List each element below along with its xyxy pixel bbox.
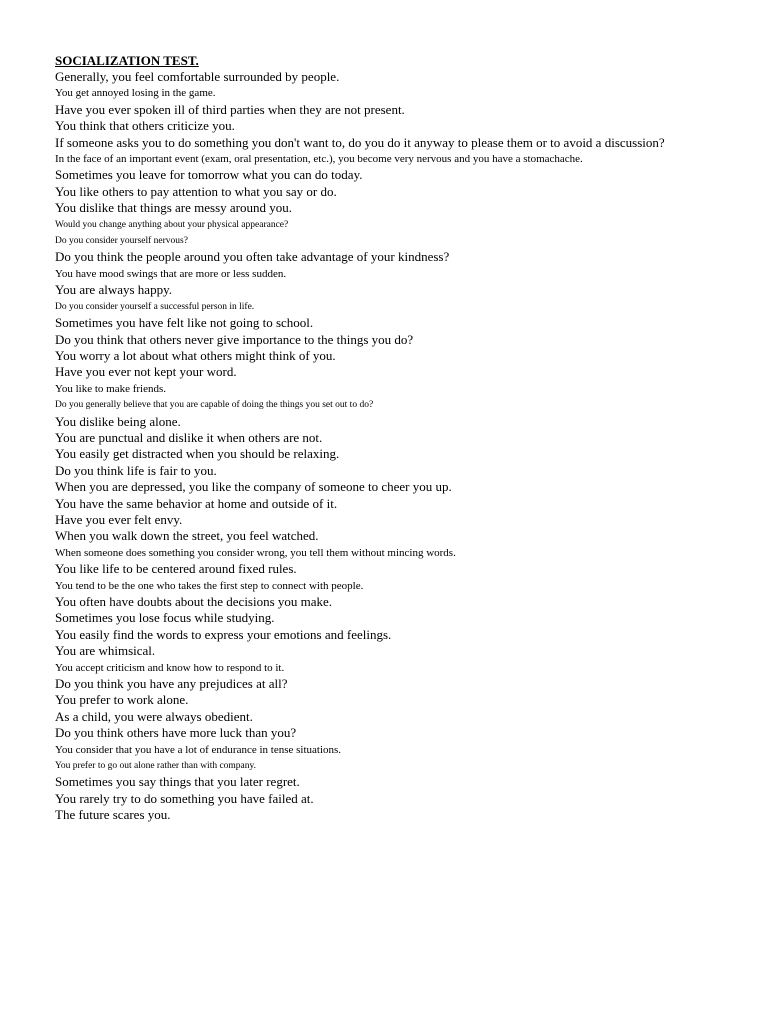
question-line: When you are depressed, you like the company of someone to cheer you up. <box>55 479 452 495</box>
question-line: Have you ever spoken ill of third parties when they are not present. <box>55 101 405 117</box>
question-line: Generally, you feel comfortable surrounded by people. <box>55 69 340 84</box>
question-line: You easily get distracted when you should be relaxing. <box>55 446 340 462</box>
question-line: In the face of an important event (exam, oral presentation, etc.), you become very nervous and you have a stomachache. <box>55 153 583 166</box>
document-content <box>55 53 755 824</box>
question-line: Do you think others have more luck than you? <box>55 725 297 741</box>
question-line: Sometimes you lose focus while studying. <box>55 610 275 626</box>
question-line: You consider that you have a lot of endurance in tense situations. <box>55 743 342 756</box>
question-line: You have mood swings that are more or less sudden. <box>55 267 287 280</box>
question-line: The future scares you. <box>55 807 171 823</box>
question-line: You like to make friends. <box>55 382 167 395</box>
question-line: You like life to be centered around fixed rules. <box>55 561 297 577</box>
question-line: Would you change anything about your physical appearance? <box>55 219 289 230</box>
question-line: Do you consider yourself a successful person in life. <box>55 301 255 312</box>
question-line: You dislike being alone. <box>55 413 181 429</box>
question-line: You worry a lot about what others might think of you. <box>55 347 336 363</box>
question-line: You accept criticism and know how to respond to it. <box>55 661 285 674</box>
document-title: SOCIALIZATION TEST. <box>55 53 199 68</box>
question-line: Do you think life is fair to you. <box>55 462 217 478</box>
question-line: You rarely try to do something you have failed at. <box>55 790 314 806</box>
question-line: You get annoyed losing in the game. <box>55 87 216 100</box>
question-line: Do you consider yourself nervous? <box>55 236 188 247</box>
question-line: Have you ever not kept your word. <box>55 364 237 380</box>
question-line: Do you think that others never give importance to the things you do? <box>55 331 414 347</box>
question-line: You often have doubts about the decisions you make. <box>55 594 333 609</box>
question-line: Sometimes you say things that you later regret. <box>55 774 300 790</box>
question-line: Do you generally believe that you are capable of doing the things you set out to do? <box>55 400 374 411</box>
question-line: Sometimes you have felt like not going to school. <box>55 315 314 331</box>
question-line: You are punctual and dislike it when others are not. <box>55 429 323 445</box>
question-line: When someone does something you consider wrong, you tell them without mincing words. <box>55 546 456 559</box>
question-line: You tend to be the one who takes the first step to connect with people. <box>55 579 364 592</box>
question-line: If someone asks you to do something you don't want to, do you do it anyway to please them or to avoid a discussion? <box>55 134 665 150</box>
question-line: You prefer to work alone. <box>55 692 189 708</box>
question-line: You dislike that things are messy around you. <box>55 200 292 216</box>
question-line: You are always happy. <box>55 282 172 298</box>
question-line: You easily find the words to express your emotions and feelings. <box>55 626 392 642</box>
question-line: You prefer to go out alone rather than with company. <box>55 761 257 772</box>
question-line: When you walk down the street, you feel watched. <box>55 528 319 544</box>
question-line: Sometimes you leave for tomorrow what you can do today. <box>55 167 363 183</box>
question-line: As a child, you were always obedient. <box>55 708 253 724</box>
question-list <box>55 69 755 824</box>
question-line: You have the same behavior at home and outside of it. <box>55 495 338 511</box>
question-line: You are whimsical. <box>55 643 156 659</box>
question-line: Do you think you have any prejudices at all? <box>55 676 288 692</box>
question-line: Do you think the people around you often take advantage of your kindness? <box>55 249 450 265</box>
question-line: You think that others criticize you. <box>55 118 235 134</box>
question-line: You like others to pay attention to what you say or do. <box>55 183 337 199</box>
question-line: Have you ever felt envy. <box>55 511 183 527</box>
